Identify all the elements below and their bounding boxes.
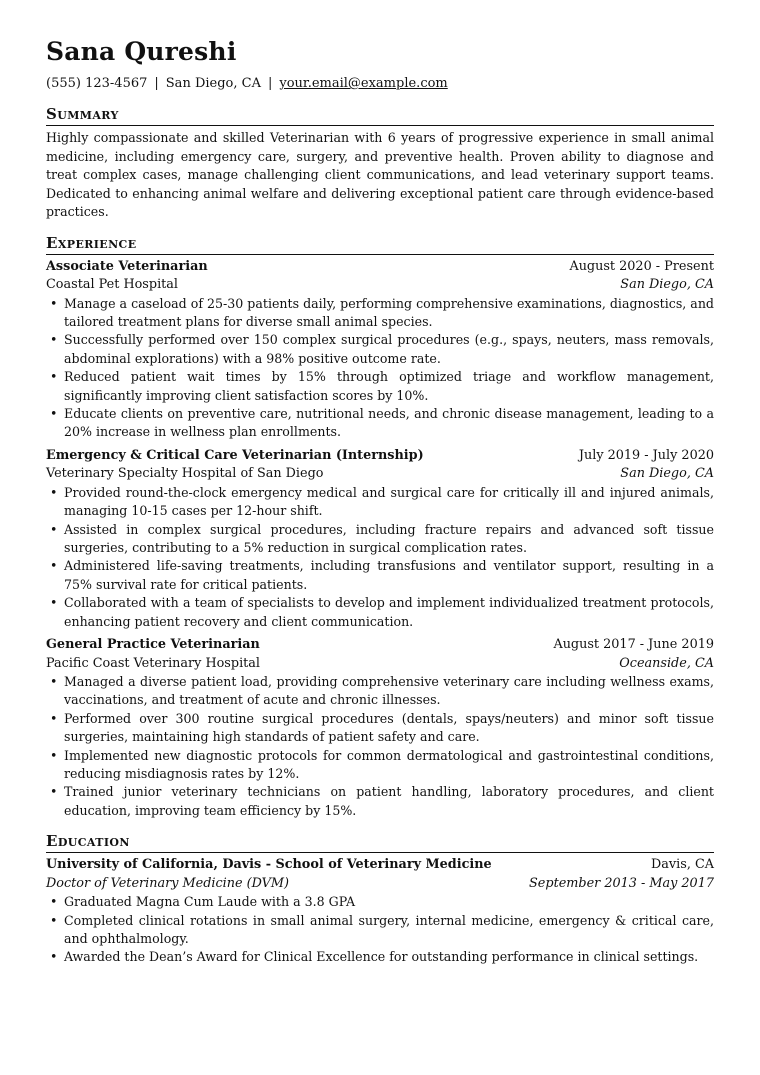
job-dates: July 2019 - July 2020 [578,447,714,463]
bullet-item: • Administered life-saving treatments, including transfusions and ventilator support, resulting in a 75% survival rate for critical patients. [64,557,714,594]
bullet-item: • Educate clients on preventive care, nutritional needs, and chronic disease management, leading to a 20% increase in wellness plan enrollments. [64,405,714,442]
section-title-experience: Experience [46,233,714,255]
bullet-item: • Collaborated with a team of specialists to develop and implement individualized treatment protocols, enhancing patient recovery and client communication. [64,594,714,631]
bullet-item: • Successfully performed over 150 complex surgical procedures (e.g., spays, neuters, mass removals, abdominal explorations) with a 98% positive outcome rate. [64,331,714,368]
section-title-summary: Summary [46,104,714,126]
job-bullets [46,673,714,820]
job-entry [46,447,714,631]
job-dates: August 2020 - Present [569,258,714,274]
education-subheader [46,875,714,894]
education-dates: September 2013 - May 2017 [529,875,714,891]
job-subheader [46,276,714,295]
job-subheader [46,465,714,484]
bullet-item: • Provided round-the-clock emergency medical and surgical care for critically ill and injured animals, managing 10-15 cases per 12-hour shift. [64,484,714,521]
bullet-item: • Managed a diverse patient load, providing comprehensive veterinary care including wellness exams, vaccinations, and treatment of acute and chronic illnesses. [64,673,714,710]
school-location: Davis, CA [651,857,714,873]
degree: Doctor of Veterinary Medicine (DVM) [46,875,289,891]
summary-text: Highly compassionate and skilled Veterinarian with 6 years of progressive experience in small animal medicine, including emergency care, surgery, and preventive health. Proven ability to diagnose and treat complex cases, manage challenging client communications, and lead veterinary support teams. Dedicated to enhancing animal welfare and delivering exceptional patient care through evidence-based practices. [46,130,714,219]
email-link[interactable]: your.email@example.com [279,76,448,91]
experience-section [46,233,714,821]
employer: Pacific Coast Veterinary Hospital [46,655,261,671]
bullet-item: • Awarded the Dean’s Award for Clinical Excellence for outstanding performance in clinical settings. [64,948,714,966]
candidate-name: Sana Qureshi [46,37,237,66]
job-header [46,447,714,466]
bullet-item: • Graduated Magna Cum Laude with a 3.8 GPA [64,893,714,911]
job-title: Emergency & Critical Care Veterinarian (Internship) [46,447,424,463]
summary-section [46,104,714,222]
job-entry [46,636,714,820]
education-header [46,856,714,875]
contact-line [46,75,714,93]
bullet-item: • Performed over 300 routine surgical procedures (dentals, spays/neuters) and minor soft tissue surgeries, maintaining high standards of patient safety and care. [64,710,714,747]
bullet-item: • Completed clinical rotations in small animal surgery, internal medicine, emergency & critical care, and ophthalmology. [64,912,714,949]
job-title: Associate Veterinarian [46,258,208,274]
contact-separator: | [154,76,159,91]
bullet-item: • Assisted in complex surgical procedures, including fracture repairs and advanced soft tissue surgeries, contributing to a 5% reduction in surgical complication rates. [64,521,714,558]
contact-separator: | [267,76,273,91]
job-header [46,636,714,655]
job-location: San Diego, CA [620,277,714,292]
job-entry [46,258,714,442]
location: San Diego, CA [165,76,261,91]
employer: Veterinary Specialty Hospital of San Diego [46,466,324,482]
job-location: San Diego, CA [620,466,714,482]
job-location: Oceanside, CA [619,655,714,671]
job-dates: August 2017 - June 2019 [553,637,714,652]
education-bullets [46,893,714,967]
bullet-item: • Manage a caseload of 25-30 patients daily, performing comprehensive examinations, diagnostics, and tailored treatment plans for diverse small animal species. [64,295,714,332]
job-subheader [46,655,714,674]
education-entry [46,856,714,967]
job-header [46,258,714,277]
job-title: General Practice Veterinarian [46,637,260,652]
job-bullets [46,484,714,631]
bullet-item: • Reduced patient wait times by 15% through optimized triage and workflow management, significantly improving client satisfaction scores by 10%. [64,368,714,405]
phone: (555) 123-4567 [46,76,148,91]
bullet-item: • Implemented new diagnostic protocols for common dermatological and gastrointestinal conditions, reducing misdiagnosis rates by 12%. [64,747,714,784]
section-title-education: Education [46,831,714,853]
job-bullets [46,295,714,442]
bullet-item: • Trained junior veterinary technicians on patient handling, laboratory procedures, and client education, improving team efficiency by 15%. [64,783,714,820]
school-name: University of California, Davis - School of Veterinary Medicine [46,857,492,873]
employer: Coastal Pet Hospital [46,277,179,292]
education-section [46,831,714,967]
